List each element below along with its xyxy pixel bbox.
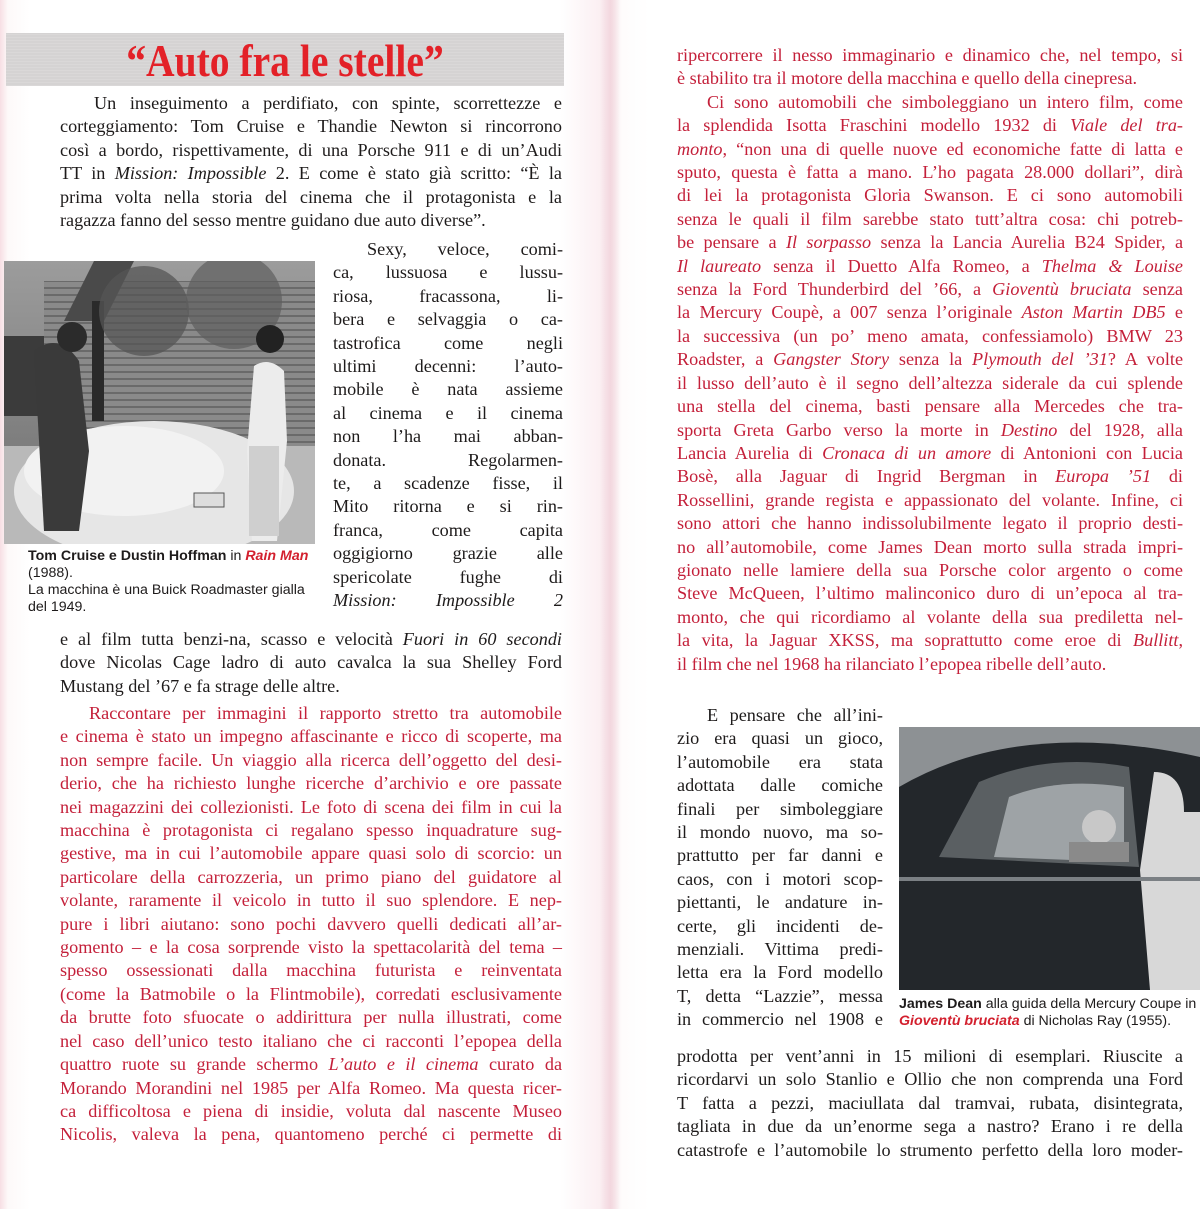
text-fragment: di — [1151, 466, 1183, 487]
closing-paragraph — [677, 1045, 1183, 1162]
text-line — [677, 325, 1183, 348]
text-line: da brutte foto sfuocate o addirittura per nulla illustrati, come — [60, 1007, 562, 1028]
text-line: gestive, ma in cui l’automobile appare quasi solo di scorcio: un — [60, 843, 562, 864]
text-line: T fatta a pezzi, maciullata dal tramvai, rubata, disintegrata, — [677, 1092, 1183, 1113]
text-fragment: il lusso dell’auto è il segno dell’altezza siderale da cui splende — [677, 372, 1183, 393]
text-fragment: quattro ruote su grande schermo — [60, 1054, 329, 1075]
text-line: in commercio nel 1908 e — [677, 1009, 883, 1030]
text-line: volante, raramente il veicolo in tutto il suo splendore. E nep- — [60, 890, 562, 911]
text-line: te, a scadenze fisse, il — [333, 473, 563, 494]
caption-line: La macchina è una Buick Roadmaster gialla — [28, 582, 305, 598]
text-fragment: curato da — [478, 1054, 563, 1075]
text-fragment: be pensare a — [677, 232, 786, 253]
text-fragment: TT in — [60, 163, 115, 184]
text-line — [677, 442, 1183, 465]
text-line: non l’ha mai abban- — [333, 426, 563, 447]
text-fragment: senza la Ford Thunderbird del ’66, a — [677, 279, 993, 300]
text-line — [677, 231, 1183, 254]
text-fragment: e — [1165, 302, 1183, 323]
text-fragment: Roadster, a — [677, 349, 774, 370]
text-line: T, detta “Lazzie”, messa — [677, 985, 883, 1006]
film-title: Mission: Impossible — [114, 163, 267, 184]
text-line: Mustang del ’67 e fa strage delle altre. — [60, 675, 340, 696]
text-line: finali per simboleggiare — [677, 798, 883, 819]
text-line — [677, 372, 1183, 395]
film-title: Destino — [1000, 419, 1058, 440]
intro-paragraph — [60, 92, 562, 232]
text-line: macchina è protagonista ci regalano spesso inquadrature sug- — [60, 820, 562, 841]
text-line: pure i libri aiutano: sono pochi davvero quelli dedicati all’ar- — [60, 913, 562, 934]
text-line: ultimi decenni: l’auto- — [333, 356, 563, 377]
film-title: Thelma & Louise — [1041, 255, 1183, 276]
text-fragment: no all’automobile, come James Dean morto sulla strada impri- — [677, 536, 1183, 557]
rain-man-photo — [4, 261, 315, 544]
text-fragment: senza le quali il film sarebbe stato tutt’altra cosa: chi potreb- — [677, 208, 1183, 229]
text-line: spesso ossessionati dalla macchina futurista e reinventata — [60, 960, 562, 981]
text-fragment: senza — [1131, 279, 1183, 300]
caption-line: del 1949. — [28, 599, 87, 615]
text-line — [677, 278, 1183, 301]
film-title: Il laureato — [677, 255, 762, 276]
text-fragment: di lei la protagonista Gloria Swanson. E ci sono automobili — [677, 185, 1183, 206]
text-line: il mondo nuovo, ma so- — [677, 822, 883, 843]
text-line — [677, 559, 1183, 582]
text-line: nel caso dell’unico testo italiano che ci racconti l’epopea della — [60, 1030, 562, 1051]
text-line: Morando Morandini nel 1985 per Alfa Romeo. Ma questa ricer- — [60, 1077, 562, 1098]
text-line — [677, 161, 1183, 184]
text-line — [677, 184, 1183, 207]
text-line: zio era quasi un gioco, — [677, 728, 883, 749]
text-line: letta era la Ford modello — [677, 962, 883, 983]
text-line: tagliata in due da un’enorme sega a nastro? Erano i re della — [677, 1116, 1183, 1137]
text-line: bera e selvaggia o ca- — [333, 309, 563, 330]
text-line: spericolate fughe di — [333, 566, 563, 587]
film-title: Viale del tra- — [1070, 115, 1183, 136]
text-line: derio, che ha richiesto lunghe ricerche d’archivio e ore passate — [60, 773, 562, 794]
text-line — [677, 629, 1183, 652]
text-line: (come la Batmobile o la Flintmobile), corredati esclusivamente — [60, 983, 562, 1004]
text-line: prattutto per far danni e — [677, 845, 883, 866]
book-title: L’auto e il cinema — [328, 1054, 479, 1075]
text-line: non sempre facile. Un viaggio alla ricerca dell’oggetto del desi- — [60, 749, 562, 770]
text-line — [677, 395, 1183, 418]
page-fold — [600, 0, 620, 1209]
text-line — [677, 606, 1183, 629]
text-line: e cinema è stato un impegno affascinante e ricco di scoperte, ma — [60, 726, 562, 747]
text-line: particolare della carrozzeria, un primo piano del guidatore al — [60, 866, 562, 887]
film-title: Bullitt — [1132, 630, 1179, 651]
text-line: gomento – e la cosa sorprende visto la spettacolarità del tema – — [60, 937, 562, 958]
caption-text: alla guida della Mercury Coupe in — [981, 996, 1197, 1012]
caption-line — [899, 996, 1200, 1013]
text-line: nei magazzini dei collezionisti. Le foto di scena dei film in cui la — [60, 796, 562, 817]
text-line — [677, 653, 1183, 676]
text-fragment: è stabilito tra il motore della macchina e quello della cinepresa. — [677, 68, 1138, 89]
rain-man-caption — [28, 548, 328, 616]
text-fragment: sporta Greta Garbo verso la morte in — [677, 419, 1001, 440]
text-line: catastrofe e l’automobile lo strumento perfetto della loro moder- — [677, 1139, 1183, 1160]
text-line: ragazza fanno del sesso mentre guidano due auto diverse”. — [60, 210, 486, 231]
caption-names: Tom Cruise e Dustin Hoffman — [28, 548, 227, 564]
text-line — [677, 67, 1183, 90]
text-fragment: la successiva (un po’ meno amata, confessiamolo) BMW 23 — [677, 325, 1183, 346]
text-line: prima volta nella storia del cinema che il protagonista e la — [60, 186, 562, 207]
text-line — [677, 465, 1183, 488]
text-line — [677, 348, 1183, 371]
text-line: ca, lussuosa e lussu- — [333, 262, 563, 283]
text-line: tastrofica come negli — [333, 332, 563, 353]
text-fragment: Ci sono automobili che simboleggiano un intero film, come — [707, 91, 1183, 112]
text-line — [677, 255, 1183, 278]
text-line — [677, 419, 1183, 442]
caption-text: in — [226, 548, 246, 564]
text-line: ca difficoltosa e piena di insidie, voluta dal nascente Museo — [60, 1100, 562, 1121]
text-line — [677, 208, 1183, 231]
text-fragment: sputo, questa è fatta a mano. L’ho pagata 28.000 dollari”, dirà — [677, 162, 1183, 183]
text-fragment: ripercorrere il nesso immaginario e dinamico che, nel tempo, si — [677, 45, 1183, 65]
caption-year: (1988). — [28, 565, 73, 581]
text-line: donata. Regolarmen- — [333, 449, 563, 470]
caption-text: di Nicholas Ray (1955). — [1019, 1013, 1172, 1029]
text-fragment: il film che nel 1968 ha rilanciato l’epopea ribelle dell’auto. — [677, 653, 1107, 674]
text-line — [677, 536, 1183, 559]
text-line: oggigiorno grazie alle — [333, 543, 563, 564]
text-fragment: del 1928, alla — [1057, 419, 1183, 440]
text-line — [677, 582, 1183, 605]
text-fragment: , “non una di quelle nuove ed economiche fatte di latta e — [722, 138, 1183, 159]
red-paragraph-right — [677, 44, 1183, 676]
text-fragment: Steve McQueen, l’ultimo malinconico duro di un’epoca al tra- — [677, 583, 1183, 604]
text-fragment: ? A volte — [1107, 349, 1184, 370]
text-fragment: senza il Duetto Alfa Romeo, a — [761, 255, 1042, 276]
text-fragment: di Antonioni con Lucia — [991, 442, 1183, 463]
film-title: Europa ’51 — [1055, 466, 1152, 487]
text-line — [60, 1053, 562, 1076]
article-title: “Auto fra le stelle” — [126, 35, 444, 86]
text-fragment: una stella del cinema, basti pensare alla Mercedes che tra- — [677, 396, 1183, 417]
text-line: corteggiamento: Tom Cruise e Thandie Newton si rincorrono — [60, 116, 562, 137]
text-line: certe, gli incidenti de- — [677, 915, 883, 936]
text-fragment: Bosè, alla Jaguar di Ingrid Bergman in — [677, 466, 1056, 487]
text-line: Un inseguimento a perdifiato, con spinte, scorrettezze e — [94, 93, 562, 113]
text-line — [677, 44, 1183, 67]
caption-line — [28, 548, 328, 582]
right-side-column — [677, 704, 883, 1032]
text-fragment: Rossellini, grande regista e appassionato del volante. Infine, ci — [677, 489, 1183, 510]
film-title: Fuori in 60 secondi — [402, 629, 562, 649]
text-fragment: monto, che qui ricordiamo al volante della sua prediletta nel- — [677, 606, 1183, 627]
text-line: Raccontare per immagini il rapporto stretto tra automobile — [89, 703, 562, 723]
text-line: l’automobile era stata — [677, 751, 883, 772]
caption-line — [899, 1013, 1200, 1030]
james-dean-photo — [899, 727, 1200, 990]
text-fragment: 2. E come è stato già scritto: “È la — [266, 163, 562, 184]
james-dean-caption — [899, 996, 1200, 1030]
text-line: piettanti, le andature in- — [677, 892, 883, 913]
text-line — [677, 489, 1183, 512]
text-fragment: la Mercury Coupè, a 007 senza l’originale — [677, 302, 1022, 323]
text-line: riosa, fracassona, li- — [333, 285, 563, 306]
text-line: dove Nicolas Cage ladro di auto cavalca la sua Shelley Ford — [60, 652, 562, 673]
text-fragment: senza la — [889, 349, 973, 370]
caption-film: Rain Man — [245, 548, 309, 564]
left-side-column — [333, 238, 563, 613]
text-line: prodotta per vent’anni in 15 milioni di esemplari. Riuscite a — [677, 1046, 1183, 1066]
text-line — [677, 512, 1183, 535]
text-line: Mission: Impossible 2 — [333, 590, 563, 611]
text-fragment: senza la Lancia Aurelia B24 Spider, a — [871, 232, 1184, 253]
text-line — [677, 138, 1183, 161]
text-line: mobile è nata assieme — [333, 379, 563, 400]
text-line — [677, 301, 1183, 324]
text-line: caos, con i motori scop- — [677, 868, 883, 889]
red-paragraph-left — [60, 702, 562, 1147]
film-title: Cronaca di un amore — [822, 442, 992, 463]
text-line: Nicolis, valeva la pena, quantomeno perché ci permette di — [60, 1124, 562, 1145]
text-line: E pensare che all’ini- — [707, 705, 883, 725]
text-line: franca, come capita — [333, 519, 563, 540]
text-fragment: sono attori che hanno indissolubilmente legato il proprio desti- — [677, 513, 1183, 534]
text-fragment: Lancia Aurelia di — [677, 442, 823, 463]
text-fragment: gionato nelle lamiere della sua Porsche color argento o come — [677, 559, 1183, 580]
caption-name: James Dean — [899, 996, 982, 1012]
text-line: così a bordo, rispettivamente, di una Porsche 911 e di un’Audi — [60, 139, 562, 160]
text-line: al cinema e il cinema — [333, 402, 563, 423]
caption-film: Gioventù bruciata — [899, 1013, 1020, 1029]
film-title: Plymouth del ’31 — [972, 349, 1108, 370]
photo-rain-man-image — [4, 261, 315, 544]
text-fragment: la splendida Isotta Fraschini modello 1932 di — [677, 115, 1071, 136]
text-line: Sexy, veloce, comi- — [367, 239, 563, 259]
film-title: Il sorpasso — [785, 232, 872, 253]
film-title: Gangster Story — [773, 349, 890, 370]
continuation-paragraph — [60, 628, 562, 698]
photo-james-dean-image — [899, 727, 1200, 990]
text-line: menziali. Vittima predi- — [677, 939, 883, 960]
text-line: Mito ritorna e si rin- — [333, 496, 563, 517]
text-fragment: e al film tutta benzi-na, scasso e velocità — [60, 629, 403, 649]
text-line: adottata dalle comiche — [677, 775, 883, 796]
film-title: Gioventù bruciata — [992, 279, 1132, 300]
film-title: monto — [677, 138, 723, 159]
text-line — [60, 628, 562, 651]
text-line — [677, 114, 1183, 137]
text-fragment: , — [1178, 630, 1183, 651]
film-title: Aston Martin DB5 — [1021, 302, 1166, 323]
text-line — [60, 162, 562, 185]
text-fragment: la vita, la Jaguar XKSS, ma soprattutto come eroe di — [677, 630, 1133, 651]
text-line: ricordarvi un solo Stanlio e Ollio che non comprenda una Ford — [677, 1069, 1183, 1090]
text-line — [677, 91, 1183, 114]
